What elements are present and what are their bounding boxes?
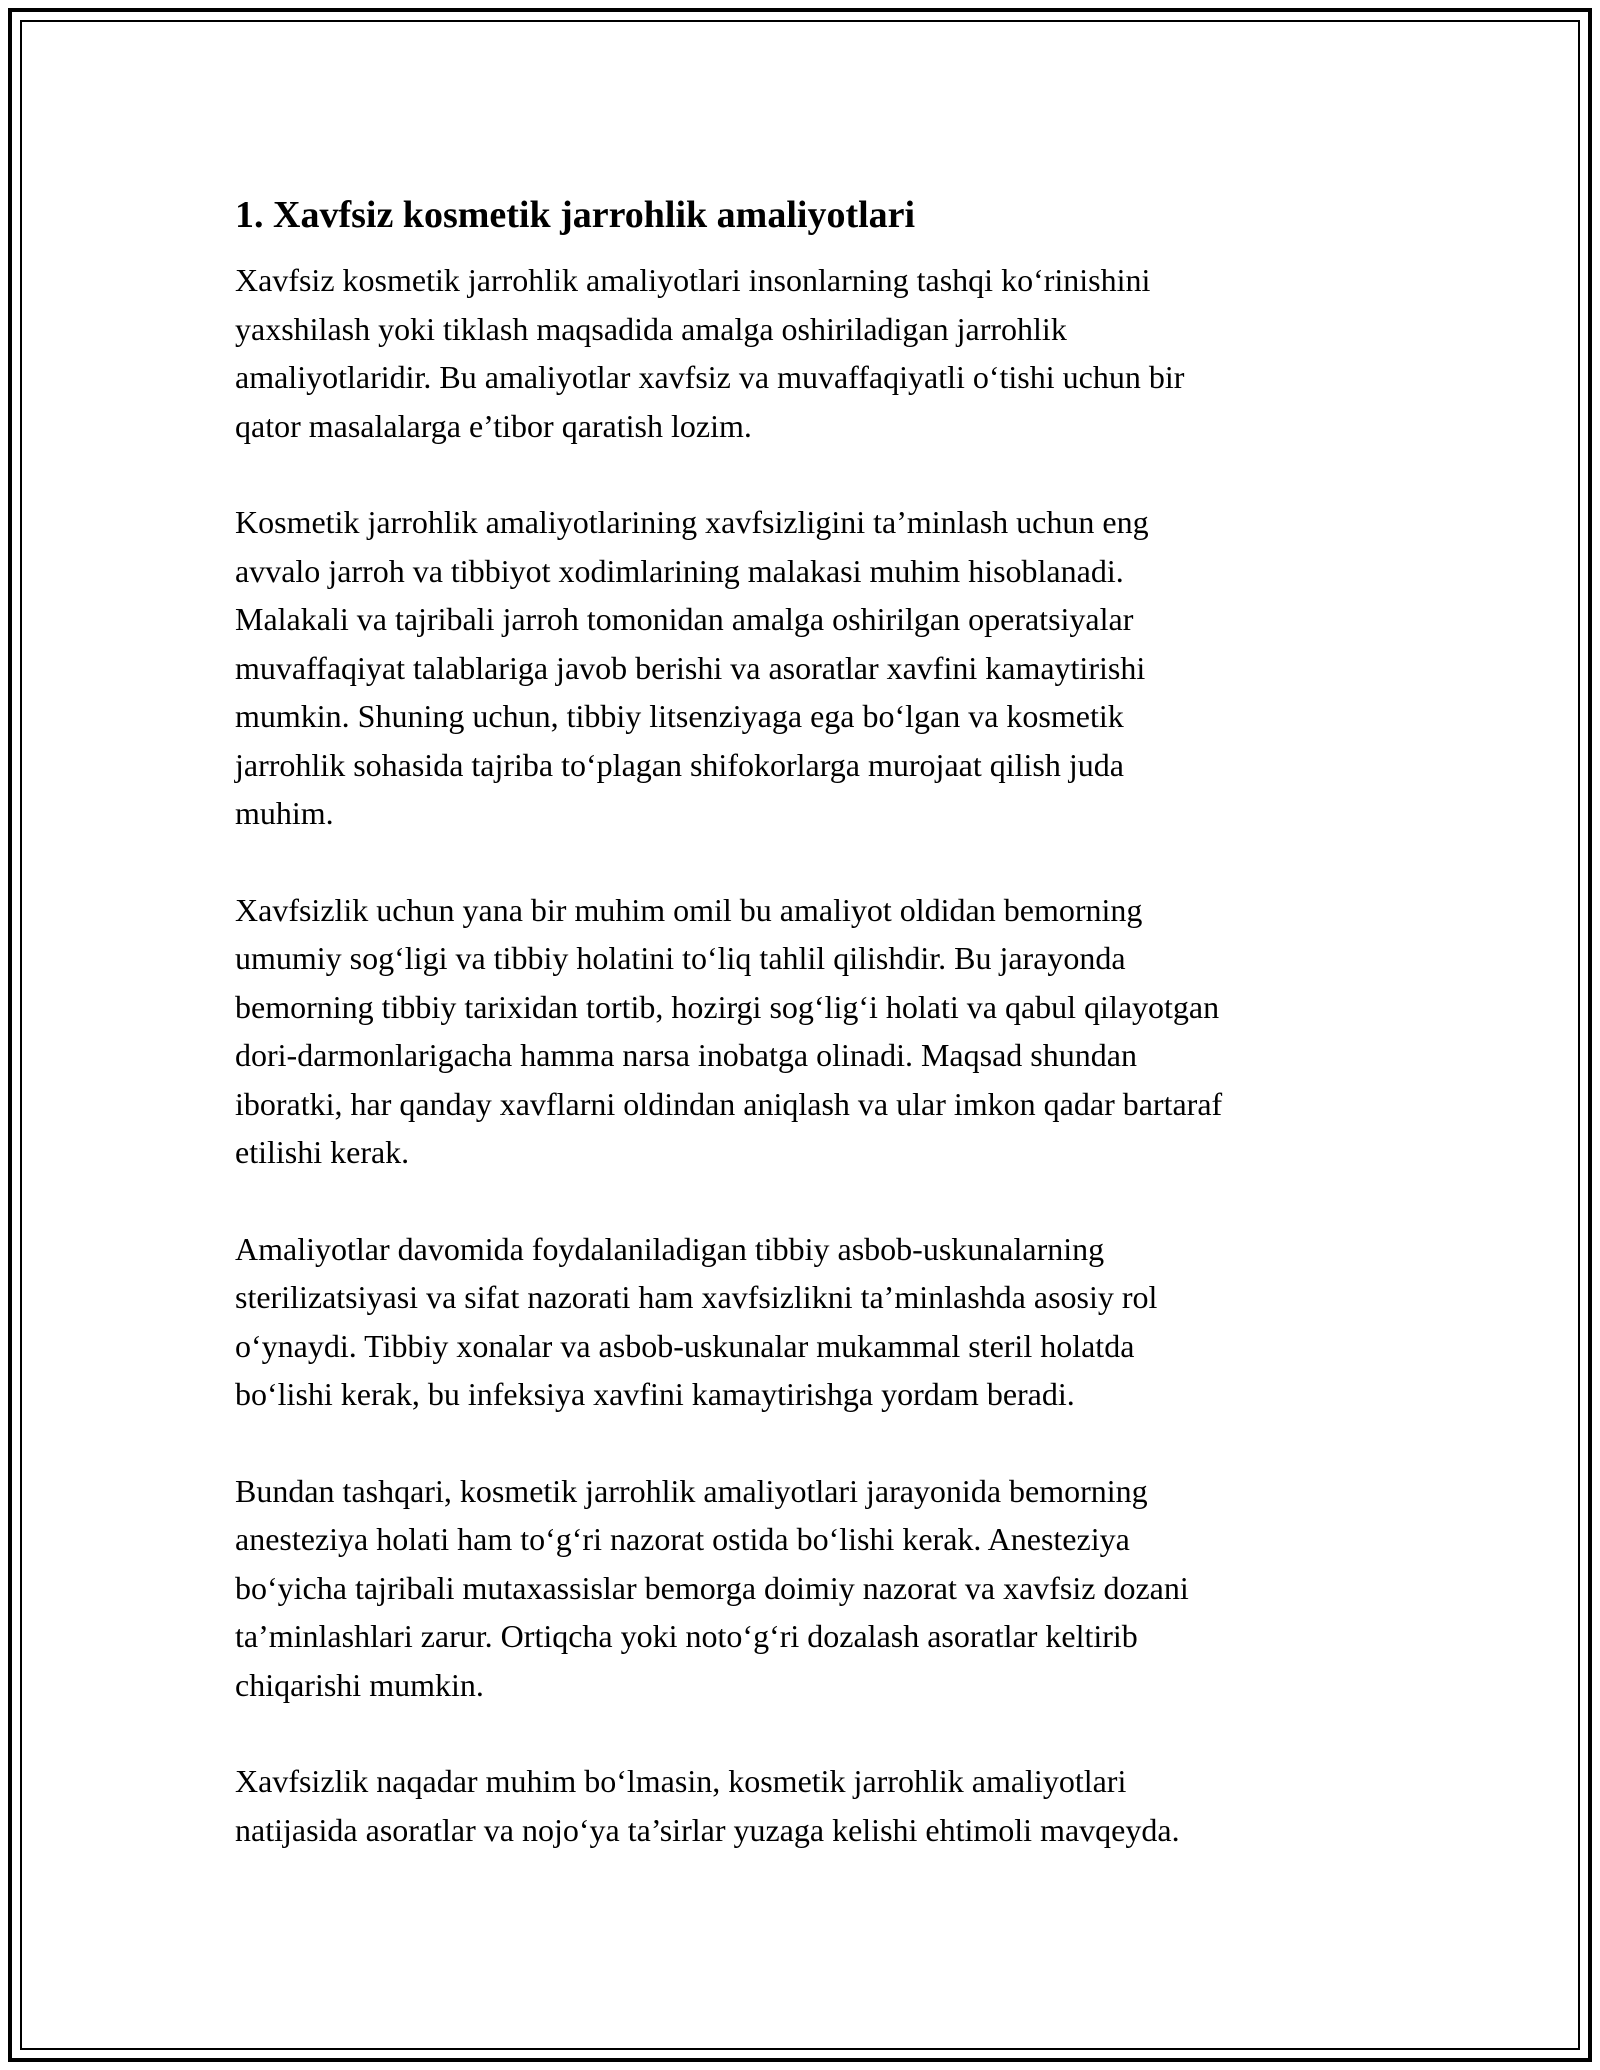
- section-heading: 1. Xavfsiz kosmetik jarrohlik amaliyotlari: [235, 194, 916, 236]
- text-line: natijasida asoratlar va nojo‘ya ta’sirlar yuzaga kelishi ehtimoli mavqeyda.: [235, 1811, 1180, 1848]
- text-line: ta’minlashlari zarur. Ortiqcha yoki noto‘g‘ri dozalash asoratlar keltirib: [235, 1618, 1138, 1654]
- text-line: Xavfsizlik naqadar muhim bo‘lmasin, kosmetik jarrohlik amaliyotlari: [235, 1763, 1127, 1799]
- text-line: Amaliyotlar davomida foydalaniladigan tibbiy asbob-uskunalarning: [235, 1230, 1105, 1267]
- text-line: Kosmetik jarrohlik amaliyotlarining xavfsizligini ta’minlash uchun eng: [235, 504, 1149, 540]
- text-line: amaliyotlaridir. Bu amaliyotlar xavfsiz va muvaffaqiyatli o‘tishi uchun bir: [235, 359, 1185, 395]
- paragraph-1: [235, 256, 1375, 450]
- text-line: mumkin. Shuning uchun, tibbiy litsenziyaga ega bo‘lgan va kosmetik: [235, 698, 1124, 734]
- text-line: bemorning tibbiy tarixidan tortib, hozirgi sog‘lig‘i holati va qabul qilayotgan: [235, 988, 1220, 1025]
- document-body: [235, 190, 1375, 1902]
- text-line: umumiy sog‘ligi va tibbiy holatini to‘liq tahlil qilishdir. Bu jarayonda: [235, 940, 1126, 976]
- text-line: etilishi kerak.: [235, 1134, 410, 1170]
- text-line: Xavfsizlik uchun yana bir muhim omil bu amaliyot oldidan bemorning: [235, 891, 1143, 928]
- text-line: Xavfsiz kosmetik jarrohlik amaliyotlari insonlarning tashqi ko‘rinishini: [235, 262, 1151, 298]
- paragraph-3: [235, 886, 1375, 1177]
- text-line: jarrohlik sohasida tajriba to‘plagan shifokorlarga murojaat qilish juda: [235, 746, 1124, 783]
- paragraph-5: [235, 1467, 1375, 1710]
- text-line: bo‘yicha tajribali mutaxassislar bemorga doimiy nazorat va xavfsiz dozani: [235, 1569, 1189, 1606]
- text-line: yaxshilash yoki tiklash maqsadida amalga oshiriladigan jarrohlik: [235, 310, 1067, 347]
- text-line: muvaffaqiyat talablariga javob berishi va asoratlar xavfini kamaytirishi: [235, 649, 1146, 686]
- text-line: Bundan tashqari, kosmetik jarrohlik amaliyotlari jarayonida bemorning: [235, 1472, 1148, 1509]
- text-line: chiqarishi mumkin.: [235, 1666, 484, 1703]
- text-line: iboratki, har qanday xavflarni oldindan aniqlash va ular imkon qadar bartaraf: [235, 1085, 1223, 1122]
- text-line: qator masalalarga e’tibor qaratish lozim.: [235, 407, 752, 444]
- text-line: avvalo jarroh va tibbiyot xodimlarining malakasi muhim hisoblanadi.: [235, 552, 1124, 589]
- text-line: sterilizatsiyasi va sifat nazorati ham xavfsizlikni ta’minlashda asosiy rol: [235, 1279, 1158, 1315]
- text-line: anesteziya holati ham to‘g‘ri nazorat ostida bo‘lishi kerak. Anesteziya: [235, 1521, 1130, 1557]
- paragraph-6: [235, 1757, 1375, 1854]
- text-line: Malakali va tajribali jarroh tomonidan amalga oshirilgan operatsiyalar: [235, 601, 1134, 637]
- paragraph-list: [235, 256, 1375, 1854]
- text-line: bo‘lishi kerak, bu infeksiya xavfini kamaytirishga yordam beradi.: [235, 1376, 1075, 1412]
- paragraph-4: [235, 1225, 1375, 1419]
- text-line: o‘ynaydi. Tibbiy xonalar va asbob-uskunalar mukammal steril holatda: [235, 1327, 1135, 1364]
- text-line: dori-darmonlarigacha hamma narsa inobatga olinadi. Maqsad shundan: [235, 1037, 1137, 1073]
- text-line: muhim.: [235, 795, 334, 831]
- paragraph-2: [235, 498, 1375, 838]
